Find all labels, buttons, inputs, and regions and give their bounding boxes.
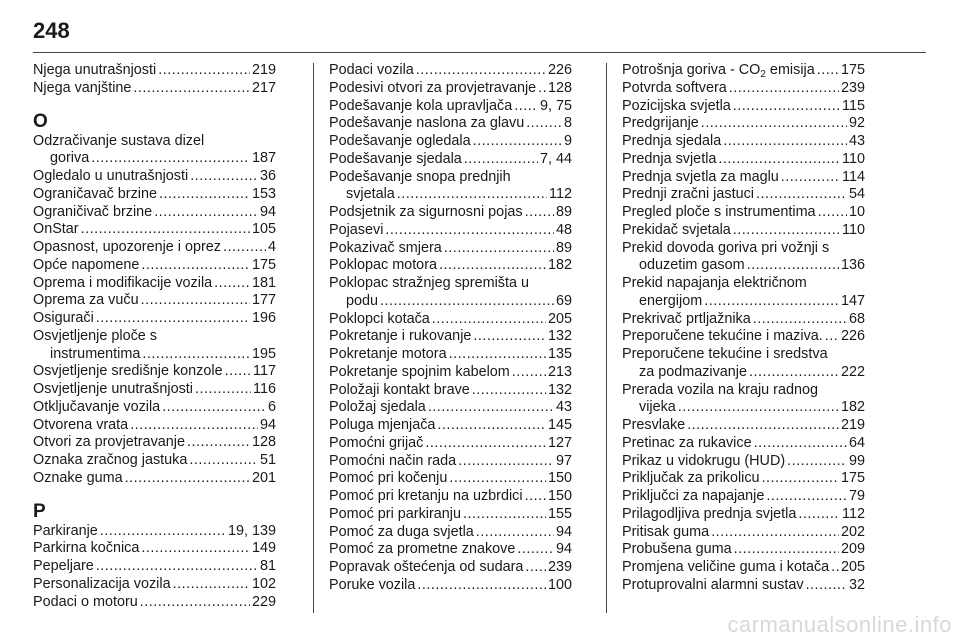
index-entry: Prerada vozila na kraju radnog vijeka ..... 182: [622, 382, 865, 418]
index-entry: Ograničivač brzine ..... 94: [33, 204, 276, 222]
index-entry: Preporučene tekućine i maziva. ..... 226: [622, 328, 865, 346]
index-entry: Prekid napajanja električnom energijom ..... 147: [622, 275, 865, 311]
index-entry: Osvjetljenje ploče s instrumentima ..... 195: [33, 328, 276, 364]
column-divider-2: [606, 63, 607, 613]
index-entry: Pokretanje spojnim kabelom ..... 213: [329, 364, 572, 382]
index-entry: Oprema za vuču ..... 177: [33, 292, 276, 310]
index-entry: Otvorena vrata ..... 94: [33, 417, 276, 435]
index-entry: Prilagodljiva prednja svjetla ..... 112: [622, 506, 865, 524]
index-entry: Njega unutrašnjosti ..... 219: [33, 62, 276, 80]
index-entry: Pomoć za duga svjetla ..... 94: [329, 524, 572, 542]
watermark: carmanualsonline.info: [727, 612, 952, 637]
index-entry: Prednja svjetla za maglu ..... 114: [622, 169, 865, 187]
index-entry: Pokazivač smjera ..... 89: [329, 240, 572, 258]
index-entry: Podsjetnik za sigurnosni pojas ..... 89: [329, 204, 572, 222]
index-entry: Parkirna kočnica ..... 149: [33, 540, 276, 558]
index-entry: Osvjetljenje unutrašnjosti ..... 116: [33, 381, 276, 399]
index-entry: Oprema i modifikacije vozila ..... 181: [33, 275, 276, 293]
index-entry: Položaji kontakt brave ..... 132: [329, 382, 572, 400]
index-entry: Otključavanje vozila ..... 6: [33, 399, 276, 417]
index-entry: Presvlake ..... 219: [622, 417, 865, 435]
index-entry: Položaj sjedala ..... 43: [329, 399, 572, 417]
index-entry: Pokretanje i rukovanje ..... 132: [329, 328, 572, 346]
index-entry: Podešavanje ogledala ..... 9: [329, 133, 572, 151]
index-entry: Poklopac stražnjeg spremišta u podu ..... 69: [329, 275, 572, 311]
index-entry: Personalizacija vozila ..... 102: [33, 576, 276, 594]
index-entry: Priključak za prikolicu ..... 175: [622, 470, 865, 488]
index-entry: Podešavanje snopa prednjih svjetala ..... 112: [329, 169, 572, 205]
index-column-1: [33, 62, 276, 611]
index-entry: Pomoć za prometne znakove ..... 94: [329, 541, 572, 559]
index-entry: Potrošnja goriva - $CO_2$ emisija ..... 175: [622, 62, 865, 80]
index-entry: Ogledalo u unutrašnjosti ..... 36: [33, 168, 276, 186]
index-entry: Podesivi otvori za provjetravanje ..... 128: [329, 80, 572, 98]
index-entry: Probušena guma ..... 209: [622, 541, 865, 559]
section-letter-p: P: [33, 500, 46, 522]
index-entry: Podešavanje naslona za glavu ..... 8: [329, 115, 572, 133]
index-entry: Oznaka zračnog jastuka ..... 51: [33, 452, 276, 470]
index-entry: Preporučene tekućine i sredstva za podmazivanje ..... 222: [622, 346, 865, 382]
index-entry: Predgrijanje ..... 92: [622, 115, 865, 133]
index-entry: Opasnost, upozorenje i oprez ..... 4: [33, 239, 276, 257]
index-entry: Prekrivač prtljažnika ..... 68: [622, 311, 865, 329]
index-entry: Prednja svjetla ..... 110: [622, 151, 865, 169]
index-entry: Prikaz u vidokrugu (HUD) ..... 99: [622, 453, 865, 471]
index-entry: Osvjetljenje središnje konzole ..... 117: [33, 363, 276, 381]
index-entry: Pomoć pri kočenju ..... 150: [329, 470, 572, 488]
index-entry: Odzračivanje sustava dizel goriva ..... 187: [33, 133, 276, 169]
page-number: 248: [33, 18, 70, 43]
index-entry: Prekid dovoda goriva pri vožnji s oduzetim gasom ..... 136: [622, 240, 865, 276]
index-entry: Pozicijska svjetla ..... 115: [622, 98, 865, 116]
index-entry: Njega vanjštine ..... 217: [33, 80, 276, 98]
index-entry: Opće napomene ..... 175: [33, 257, 276, 275]
index-entry: Pregled ploče s instrumentima ..... 10: [622, 204, 865, 222]
index-entry: Pritisak guma ..... 202: [622, 524, 865, 542]
section-letter-o: O: [33, 110, 48, 132]
index-entry: Pepeljare ..... 81: [33, 558, 276, 576]
index-entry: Osigurači ..... 196: [33, 310, 276, 328]
index-entry: Prekidač svjetala ..... 110: [622, 222, 865, 240]
index-entry: Prednja sjedala ..... 43: [622, 133, 865, 151]
index-entry: Ograničavač brzine ..... 153: [33, 186, 276, 204]
index-entry: Podaci o motoru ..... 229: [33, 594, 276, 612]
header-rule: [33, 52, 926, 53]
index-entry: Podešavanje sjedala ..... 7, 44: [329, 151, 572, 169]
index-entry: Parkiranje ..... 19, 139: [33, 523, 276, 541]
index-entry: Pojasevi ..... 48: [329, 222, 572, 240]
index-entry: Pretinac za rukavice ..... 64: [622, 435, 865, 453]
index-entry: Otvori za provjetravanje ..... 128: [33, 434, 276, 452]
index-entry: Priključci za napajanje ..... 79: [622, 488, 865, 506]
index-entry: Oznake guma ..... 201: [33, 470, 276, 488]
index-entry: Poklopci kotača ..... 205: [329, 311, 572, 329]
index-entry: Protuprovalni alarmni sustav ..... 32: [622, 577, 865, 595]
index-entry: Pomoć pri parkiranju ..... 155: [329, 506, 572, 524]
column-divider-1: [313, 63, 314, 613]
index-column-3: [622, 62, 865, 595]
index-entry: Prednji zračni jastuci ..... 54: [622, 186, 865, 204]
index-entry: Pomoćni način rada ..... 97: [329, 453, 572, 471]
index-entry: Pokretanje motora ..... 135: [329, 346, 572, 364]
index-entry: Poklopac motora ..... 182: [329, 257, 572, 275]
index-entry: Poruke vozila ..... 100: [329, 577, 572, 595]
index-entry: Potvrda softvera ..... 239: [622, 80, 865, 98]
index-entry: Pomoćni grijač ..... 127: [329, 435, 572, 453]
index-entry: OnStar ..... 105: [33, 221, 276, 239]
index-entry: Podaci vozila ..... 226: [329, 62, 572, 80]
index-column-2: [329, 62, 572, 595]
index-entry: Promjena veličine guma i kotača ..... 205: [622, 559, 865, 577]
index-entry: Pomoć pri kretanju na uzbrdici ..... 150: [329, 488, 572, 506]
index-entry: Podešavanje kola upravljača ..... 9, 75: [329, 98, 572, 116]
index-entry: Popravak oštećenja od sudara ..... 239: [329, 559, 572, 577]
index-entry: Poluga mjenjača ..... 145: [329, 417, 572, 435]
